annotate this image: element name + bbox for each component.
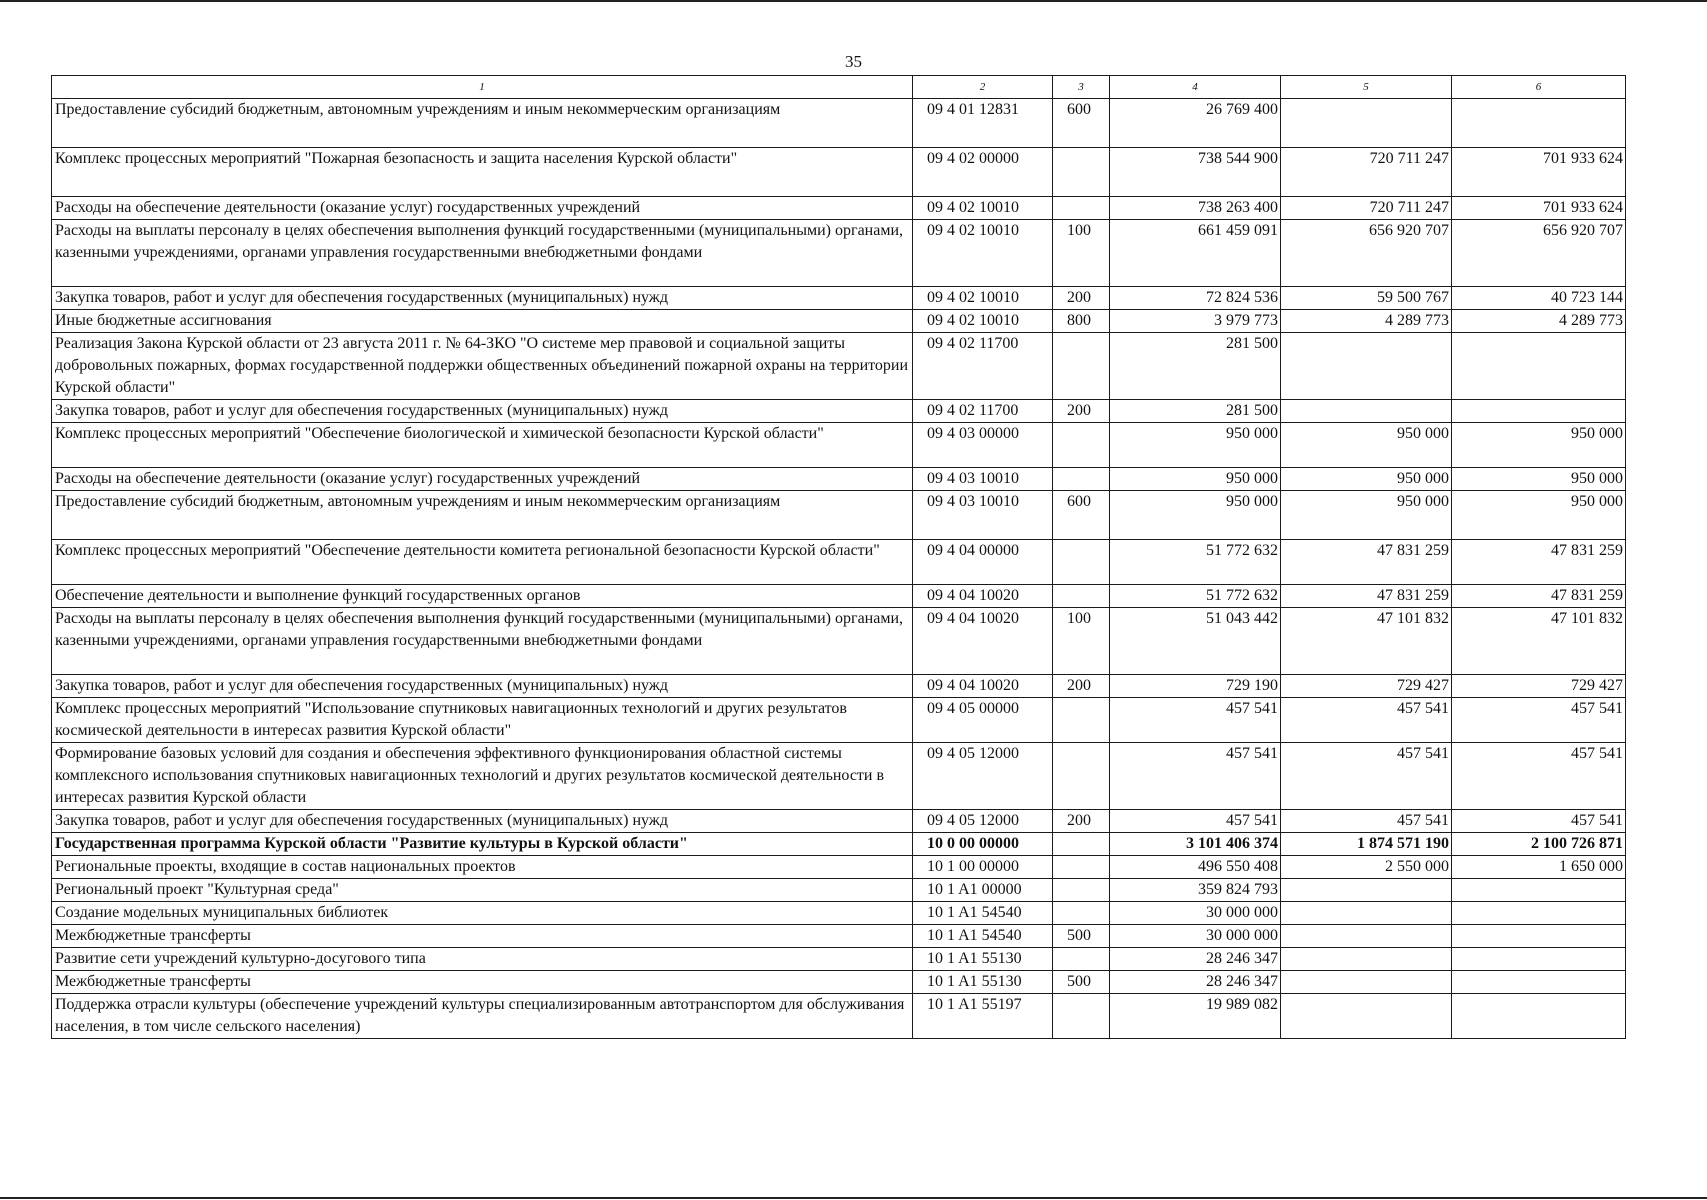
row-amount-1-cell: 26 769 400	[1110, 99, 1281, 148]
table-row	[52, 675, 1626, 698]
table-row	[52, 994, 1626, 1039]
row-name-cell: Иные бюджетные ассигнования	[52, 310, 913, 333]
row-name-cell: Формирование базовых условий для создания и обеспечения эффективного функционирования областной системы комплексного использования спутниковых навигационных технологий и других результатов космической деятельности в интересах развития Курской области	[52, 743, 913, 810]
row-amount-3-cell: 1 650 000	[1452, 856, 1626, 879]
header-col-5: 5	[1281, 76, 1452, 99]
row-amount-2-cell: 4 289 773	[1281, 310, 1452, 333]
table-row	[52, 148, 1626, 197]
row-amount-1-cell: 28 246 347	[1110, 971, 1281, 994]
table-row	[52, 833, 1626, 856]
table-row	[52, 971, 1626, 994]
row-vr-cell: 800	[1053, 310, 1110, 333]
row-code-cell: 10 1 00 00000	[913, 856, 1053, 879]
row-amount-3-cell	[1452, 333, 1626, 400]
row-amount-3-cell: 457 541	[1452, 698, 1626, 743]
row-code-cell: 09 4 04 10020	[913, 675, 1053, 698]
row-code-cell: 10 1 A1 54540	[913, 925, 1053, 948]
row-amount-2-cell	[1281, 333, 1452, 400]
row-amount-2-cell: 656 920 707	[1281, 220, 1452, 287]
row-amount-3-cell: 729 427	[1452, 675, 1626, 698]
row-name-cell: Закупка товаров, работ и услуг для обеспечения государственных (муниципальных) нужд	[52, 287, 913, 310]
row-amount-3-cell: 47 831 259	[1452, 540, 1626, 585]
table-row	[52, 423, 1626, 468]
table-row	[52, 743, 1626, 810]
row-amount-1-cell: 950 000	[1110, 423, 1281, 468]
bottom-edge-line	[0, 1197, 1707, 1199]
table-row	[52, 468, 1626, 491]
row-code-cell: 09 4 04 10020	[913, 608, 1053, 675]
top-edge-line	[0, 0, 1707, 2]
row-code-cell: 09 4 05 00000	[913, 698, 1053, 743]
row-code-cell: 09 4 01 12831	[913, 99, 1053, 148]
row-amount-2-cell	[1281, 902, 1452, 925]
table-row	[52, 608, 1626, 675]
table-row	[52, 856, 1626, 879]
row-vr-cell: 100	[1053, 220, 1110, 287]
row-amount-3-cell	[1452, 971, 1626, 994]
row-name-cell: Комплекс процессных мероприятий "Использование спутниковых навигационных технологий и других результатов космической деятельности в интересах развития Курской области"	[52, 698, 913, 743]
row-amount-2-cell: 950 000	[1281, 491, 1452, 540]
row-amount-2-cell	[1281, 925, 1452, 948]
row-vr-cell	[1053, 879, 1110, 902]
row-name-cell: Предоставление субсидий бюджетным, автономным учреждениям и иным некоммерческим организациям	[52, 99, 913, 148]
row-amount-3-cell: 457 541	[1452, 743, 1626, 810]
row-code-cell: 09 4 02 10010	[913, 197, 1053, 220]
row-code-cell: 10 1 A1 00000	[913, 879, 1053, 902]
row-code-cell: 09 4 02 10010	[913, 220, 1053, 287]
row-vr-cell	[1053, 540, 1110, 585]
row-amount-2-cell: 1 874 571 190	[1281, 833, 1452, 856]
table-row	[52, 698, 1626, 743]
row-amount-3-cell: 950 000	[1452, 491, 1626, 540]
row-amount-3-cell	[1452, 925, 1626, 948]
header-col-3: 3	[1053, 76, 1110, 99]
row-amount-2-cell	[1281, 879, 1452, 902]
row-vr-cell	[1053, 333, 1110, 400]
row-amount-1-cell: 738 263 400	[1110, 197, 1281, 220]
row-amount-2-cell: 720 711 247	[1281, 148, 1452, 197]
row-name-cell: Расходы на обеспечение деятельности (оказание услуг) государственных учреждений	[52, 468, 913, 491]
row-amount-1-cell: 457 541	[1110, 698, 1281, 743]
row-amount-1-cell: 950 000	[1110, 468, 1281, 491]
header-col-6: 6	[1452, 76, 1626, 99]
row-name-cell: Расходы на выплаты персоналу в целях обеспечения выполнения функций государственными (муниципальными) органами, казенными учреждениями, органами управления государственными внебюджетными фондами	[52, 220, 913, 287]
row-code-cell: 09 4 04 10020	[913, 585, 1053, 608]
row-amount-3-cell: 47 101 832	[1452, 608, 1626, 675]
row-code-cell: 09 4 05 12000	[913, 743, 1053, 810]
row-vr-cell	[1053, 856, 1110, 879]
budget-table	[51, 75, 1626, 1039]
row-vr-cell	[1053, 833, 1110, 856]
row-code-cell: 09 4 02 10010	[913, 287, 1053, 310]
row-vr-cell	[1053, 994, 1110, 1039]
row-code-cell: 10 1 A1 54540	[913, 902, 1053, 925]
row-amount-1-cell: 51 772 632	[1110, 585, 1281, 608]
row-amount-2-cell	[1281, 99, 1452, 148]
table-row	[52, 902, 1626, 925]
row-code-cell: 09 4 02 00000	[913, 148, 1053, 197]
row-name-cell: Государственная программа Курской области "Развитие культуры в Курской области"	[52, 833, 913, 856]
row-code-cell: 09 4 03 00000	[913, 423, 1053, 468]
row-code-cell: 09 4 05 12000	[913, 810, 1053, 833]
row-name-cell: Закупка товаров, работ и услуг для обеспечения государственных (муниципальных) нужд	[52, 400, 913, 423]
row-amount-1-cell: 281 500	[1110, 400, 1281, 423]
row-name-cell: Региональный проект "Культурная среда"	[52, 879, 913, 902]
table-row	[52, 287, 1626, 310]
header-col-4: 4	[1110, 76, 1281, 99]
row-vr-cell	[1053, 902, 1110, 925]
table-row	[52, 540, 1626, 585]
row-amount-1-cell: 3 979 773	[1110, 310, 1281, 333]
row-amount-1-cell: 457 541	[1110, 743, 1281, 810]
row-amount-3-cell: 47 831 259	[1452, 585, 1626, 608]
row-name-cell: Расходы на обеспечение деятельности (оказание услуг) государственных учреждений	[52, 197, 913, 220]
row-name-cell: Закупка товаров, работ и услуг для обеспечения государственных (муниципальных) нужд	[52, 675, 913, 698]
row-amount-2-cell: 47 831 259	[1281, 540, 1452, 585]
row-code-cell: 10 1 A1 55130	[913, 971, 1053, 994]
row-name-cell: Поддержка отрасли культуры (обеспечение учреждений культуры специализированным автотранспортом для обслуживания населения, в том числе сельского населения)	[52, 994, 913, 1039]
row-vr-cell: 600	[1053, 99, 1110, 148]
table-row	[52, 99, 1626, 148]
row-code-cell: 09 4 03 10010	[913, 491, 1053, 540]
row-amount-1-cell: 51 043 442	[1110, 608, 1281, 675]
row-amount-1-cell: 496 550 408	[1110, 856, 1281, 879]
table-row	[52, 400, 1626, 423]
row-name-cell: Расходы на выплаты персоналу в целях обеспечения выполнения функций государственными (муниципальными) органами, казенными учреждениями, органами управления государственными внебюджетными фондами	[52, 608, 913, 675]
row-code-cell: 09 4 02 11700	[913, 400, 1053, 423]
row-amount-3-cell: 457 541	[1452, 810, 1626, 833]
row-vr-cell	[1053, 197, 1110, 220]
row-vr-cell	[1053, 743, 1110, 810]
row-amount-3-cell	[1452, 879, 1626, 902]
row-vr-cell: 500	[1053, 925, 1110, 948]
table-body	[52, 99, 1626, 1039]
row-amount-1-cell: 72 824 536	[1110, 287, 1281, 310]
row-name-cell: Межбюджетные трансферты	[52, 971, 913, 994]
row-vr-cell	[1053, 148, 1110, 197]
row-amount-2-cell: 47 831 259	[1281, 585, 1452, 608]
row-amount-2-cell: 950 000	[1281, 423, 1452, 468]
table-row	[52, 491, 1626, 540]
row-amount-3-cell	[1452, 948, 1626, 971]
row-vr-cell: 200	[1053, 400, 1110, 423]
row-amount-3-cell: 950 000	[1452, 468, 1626, 491]
row-vr-cell	[1053, 423, 1110, 468]
header-col-2: 2	[913, 76, 1053, 99]
row-amount-1-cell: 30 000 000	[1110, 925, 1281, 948]
row-amount-2-cell: 457 541	[1281, 810, 1452, 833]
table-row	[52, 333, 1626, 400]
row-amount-2-cell: 2 550 000	[1281, 856, 1452, 879]
page-number: 35	[845, 52, 862, 71]
row-amount-1-cell: 51 772 632	[1110, 540, 1281, 585]
row-name-cell: Комплекс процессных мероприятий "Обеспечение биологической и химической безопасности Курской области"	[52, 423, 913, 468]
row-name-cell: Создание модельных муниципальных библиотек	[52, 902, 913, 925]
row-amount-1-cell: 19 989 082	[1110, 994, 1281, 1039]
row-name-cell: Развитие сети учреждений культурно-досугового типа	[52, 948, 913, 971]
row-code-cell: 10 1 A1 55197	[913, 994, 1053, 1039]
table-row	[52, 879, 1626, 902]
row-amount-3-cell: 2 100 726 871	[1452, 833, 1626, 856]
row-amount-3-cell: 40 723 144	[1452, 287, 1626, 310]
row-amount-2-cell: 720 711 247	[1281, 197, 1452, 220]
row-name-cell: Региональные проекты, входящие в состав национальных проектов	[52, 856, 913, 879]
row-name-cell: Комплекс процессных мероприятий "Пожарная безопасность и защита населения Курской области"	[52, 148, 913, 197]
row-vr-cell	[1053, 585, 1110, 608]
row-amount-2-cell	[1281, 994, 1452, 1039]
table-row	[52, 310, 1626, 333]
row-amount-2-cell: 47 101 832	[1281, 608, 1452, 675]
table-row	[52, 948, 1626, 971]
row-code-cell: 09 4 02 11700	[913, 333, 1053, 400]
row-vr-cell: 200	[1053, 287, 1110, 310]
row-amount-2-cell	[1281, 400, 1452, 423]
row-name-cell: Обеспечение деятельности и выполнение функций государственных органов	[52, 585, 913, 608]
row-vr-cell: 100	[1053, 608, 1110, 675]
row-amount-3-cell	[1452, 99, 1626, 148]
row-amount-2-cell	[1281, 948, 1452, 971]
row-vr-cell	[1053, 948, 1110, 971]
row-amount-1-cell: 281 500	[1110, 333, 1281, 400]
table-header	[52, 76, 1626, 99]
row-vr-cell: 200	[1053, 675, 1110, 698]
row-vr-cell	[1053, 468, 1110, 491]
row-amount-2-cell: 729 427	[1281, 675, 1452, 698]
table-row	[52, 810, 1626, 833]
row-amount-2-cell: 457 541	[1281, 698, 1452, 743]
table-row	[52, 220, 1626, 287]
row-vr-cell: 200	[1053, 810, 1110, 833]
row-code-cell: 09 4 04 00000	[913, 540, 1053, 585]
table-row	[52, 925, 1626, 948]
row-amount-3-cell: 950 000	[1452, 423, 1626, 468]
row-amount-2-cell	[1281, 971, 1452, 994]
row-amount-3-cell: 656 920 707	[1452, 220, 1626, 287]
row-amount-1-cell: 30 000 000	[1110, 902, 1281, 925]
row-amount-3-cell	[1452, 994, 1626, 1039]
row-amount-2-cell: 950 000	[1281, 468, 1452, 491]
row-amount-1-cell: 28 246 347	[1110, 948, 1281, 971]
header-row	[52, 76, 1626, 99]
row-amount-1-cell: 359 824 793	[1110, 879, 1281, 902]
row-name-cell: Закупка товаров, работ и услуг для обеспечения государственных (муниципальных) нужд	[52, 810, 913, 833]
row-amount-3-cell	[1452, 902, 1626, 925]
row-amount-3-cell	[1452, 400, 1626, 423]
row-vr-cell: 600	[1053, 491, 1110, 540]
row-amount-3-cell: 701 933 624	[1452, 197, 1626, 220]
row-vr-cell	[1053, 698, 1110, 743]
row-amount-1-cell: 661 459 091	[1110, 220, 1281, 287]
row-amount-2-cell: 457 541	[1281, 743, 1452, 810]
row-amount-1-cell: 729 190	[1110, 675, 1281, 698]
row-amount-1-cell: 950 000	[1110, 491, 1281, 540]
row-amount-2-cell: 59 500 767	[1281, 287, 1452, 310]
row-amount-3-cell: 4 289 773	[1452, 310, 1626, 333]
row-amount-1-cell: 3 101 406 374	[1110, 833, 1281, 856]
row-amount-1-cell: 738 544 900	[1110, 148, 1281, 197]
row-code-cell: 10 0 00 00000	[913, 833, 1053, 856]
table-row	[52, 197, 1626, 220]
row-amount-1-cell: 457 541	[1110, 810, 1281, 833]
row-code-cell: 09 4 03 10010	[913, 468, 1053, 491]
row-code-cell: 10 1 A1 55130	[913, 948, 1053, 971]
row-amount-3-cell: 701 933 624	[1452, 148, 1626, 197]
row-name-cell: Межбюджетные трансферты	[52, 925, 913, 948]
table-row	[52, 585, 1626, 608]
row-code-cell: 09 4 02 10010	[913, 310, 1053, 333]
header-col-1: 1	[52, 76, 913, 99]
row-name-cell: Комплекс процессных мероприятий "Обеспечение деятельности комитета региональной безопасности Курской области"	[52, 540, 913, 585]
row-vr-cell: 500	[1053, 971, 1110, 994]
row-name-cell: Предоставление субсидий бюджетным, автономным учреждениям и иным некоммерческим организациям	[52, 491, 913, 540]
row-name-cell: Реализация Закона Курской области от 23 августа 2011 г. № 64-ЗКО "О системе мер правовой и социальной защиты добровольных пожарных, формах государственной поддержки общественных объединений пожарной охраны на территории Курской области"	[52, 333, 913, 400]
